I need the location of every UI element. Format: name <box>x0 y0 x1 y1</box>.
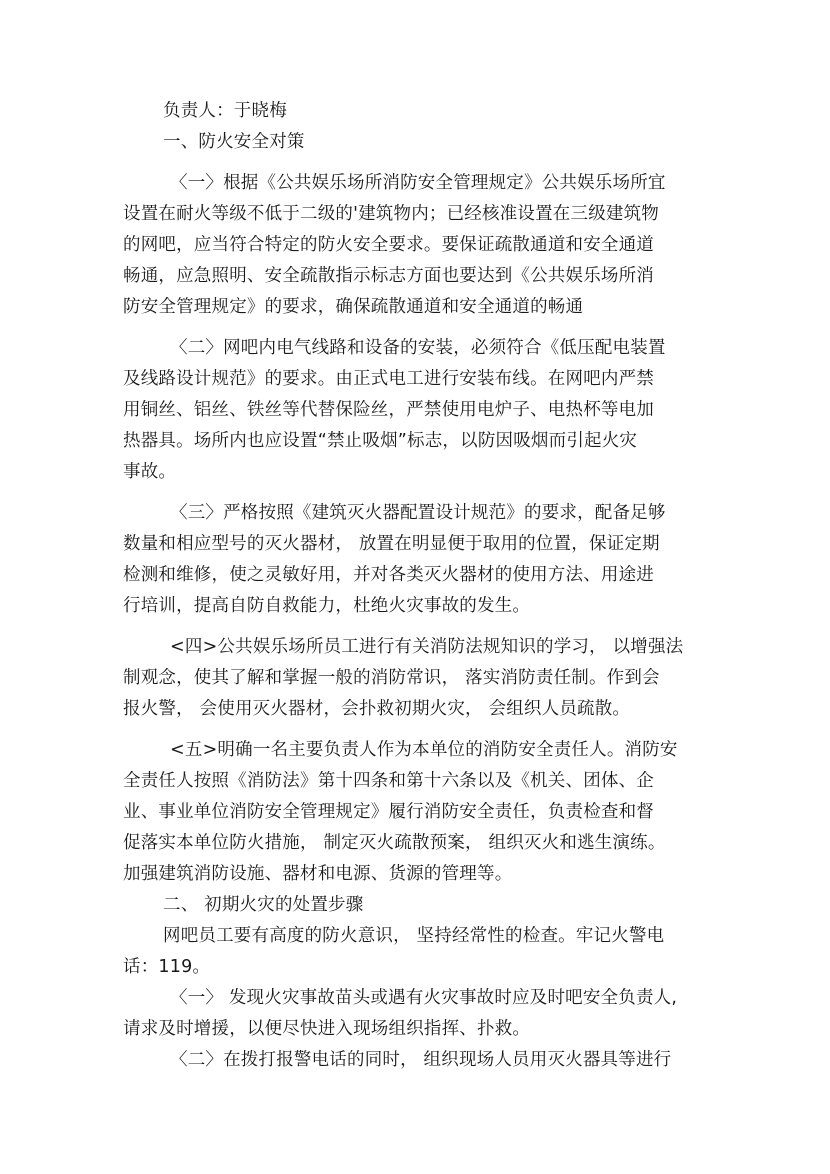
paragraph-line: 全责任人按照《消防法》第十四条和第十六条以及《机关、团体、企 <box>123 771 654 791</box>
paragraph-line: 促落实本单位防火措施， 制定灭火疏散预案， 组织灭火和逃生演练。 <box>123 833 666 853</box>
document-body <box>123 96 713 1076</box>
paragraph-line: <四>公共娱乐场所员工进行有关消防法规知识的学习， 以增强法 <box>170 637 684 657</box>
paragraph-line: 畅通，应急照明、安全疏散指示标志方面也要达到《公共娱乐场所消 <box>123 266 654 286</box>
paragraph-line: 热器具。场所内也应设置“禁止吸烟”标志，以防因吸烟而引起火灾 <box>123 431 638 451</box>
paragraph-line: 请求及时增援，以便尽快进入现场组织指挥、扑救。 <box>123 1019 531 1039</box>
paragraph-line: 及线路设计规范》的要求。由正式电工进行安装布线。在网吧内严禁 <box>123 369 654 389</box>
section-heading-1: 一、防火安全对策 <box>163 132 305 152</box>
paragraph-line: 〈二〉在拨打报警电话的同时， 组织现场人员用灭火器具等进行 <box>170 1050 672 1070</box>
paragraph-line: 设置在耐火等级不低于二级的'建筑物内；已经核准设置在三级建筑物 <box>123 204 660 224</box>
paragraph-line: 报火警， 会使用灭火器材，会扑救初期火灾， 会组织人员疏散。 <box>123 699 631 719</box>
paragraph-line: 制观念，使其了解和掌握一般的消防常识， 落实消防责任制。作到会 <box>123 668 660 688</box>
paragraph-line: 行培训，提高自防自救能力，杜绝火灾事故的发生。 <box>123 596 531 616</box>
paragraph-line: 事故。 <box>123 462 177 482</box>
paragraph-line: 话：119。 <box>123 957 211 977</box>
paragraph-line: 〈一〉根据《公共娱乐场所消防安全管理规定》公共娱乐场所宜 <box>170 173 666 193</box>
paragraph-line: 〈三〉严格按照《建筑灭火器配置设计规范》的要求，配备足够 <box>170 503 666 523</box>
responsible-person-line: 负责人：于晓梅 <box>163 101 287 121</box>
paragraph-line: 〈一〉 发现火灾事故苗头或遇有火灾事故时应及时吧安全负责人, <box>170 988 678 1008</box>
paragraph-line: 〈二〉网吧内电气线路和设备的安装，必须符合《低压配电装置 <box>170 338 666 358</box>
paragraph-line: 检测和维修，使之灵敏好用，并对各类灭火器材的使用方法、用途进 <box>123 565 654 585</box>
paragraph-line: 网吧员工要有高度的防火意识， 坚持经常性的检查。牢记火警电 <box>163 926 665 946</box>
section-heading-2: 二、 初期火灾的处置步骤 <box>163 895 364 915</box>
paragraph-line: 业、事业单位消防安全管理规定》履行消防安全责任，负责检查和督 <box>123 802 654 822</box>
paragraph-line: <五>明确一名主要负责人作为本单位的消防安全责任人。消防安 <box>170 740 678 760</box>
paragraph-line: 数量和相应型号的灭火器材， 放置在明显便于取用的位置，保证定期 <box>123 534 660 554</box>
paragraph-line: 防安全管理规定》的要求，确保疏散通道和安全通道的畅通 <box>123 297 584 317</box>
paragraph-line: 用铜丝、铝丝、铁丝等代替保险丝，严禁使用电炉子、电热杯等电加 <box>123 400 654 420</box>
paragraph-line: 的网吧，应当符合特定的防火安全要求。要保证疏散通道和安全通道 <box>123 235 654 255</box>
paragraph-line: 加强建筑消防设施、器材和电源、货源的管理等。 <box>123 864 513 884</box>
